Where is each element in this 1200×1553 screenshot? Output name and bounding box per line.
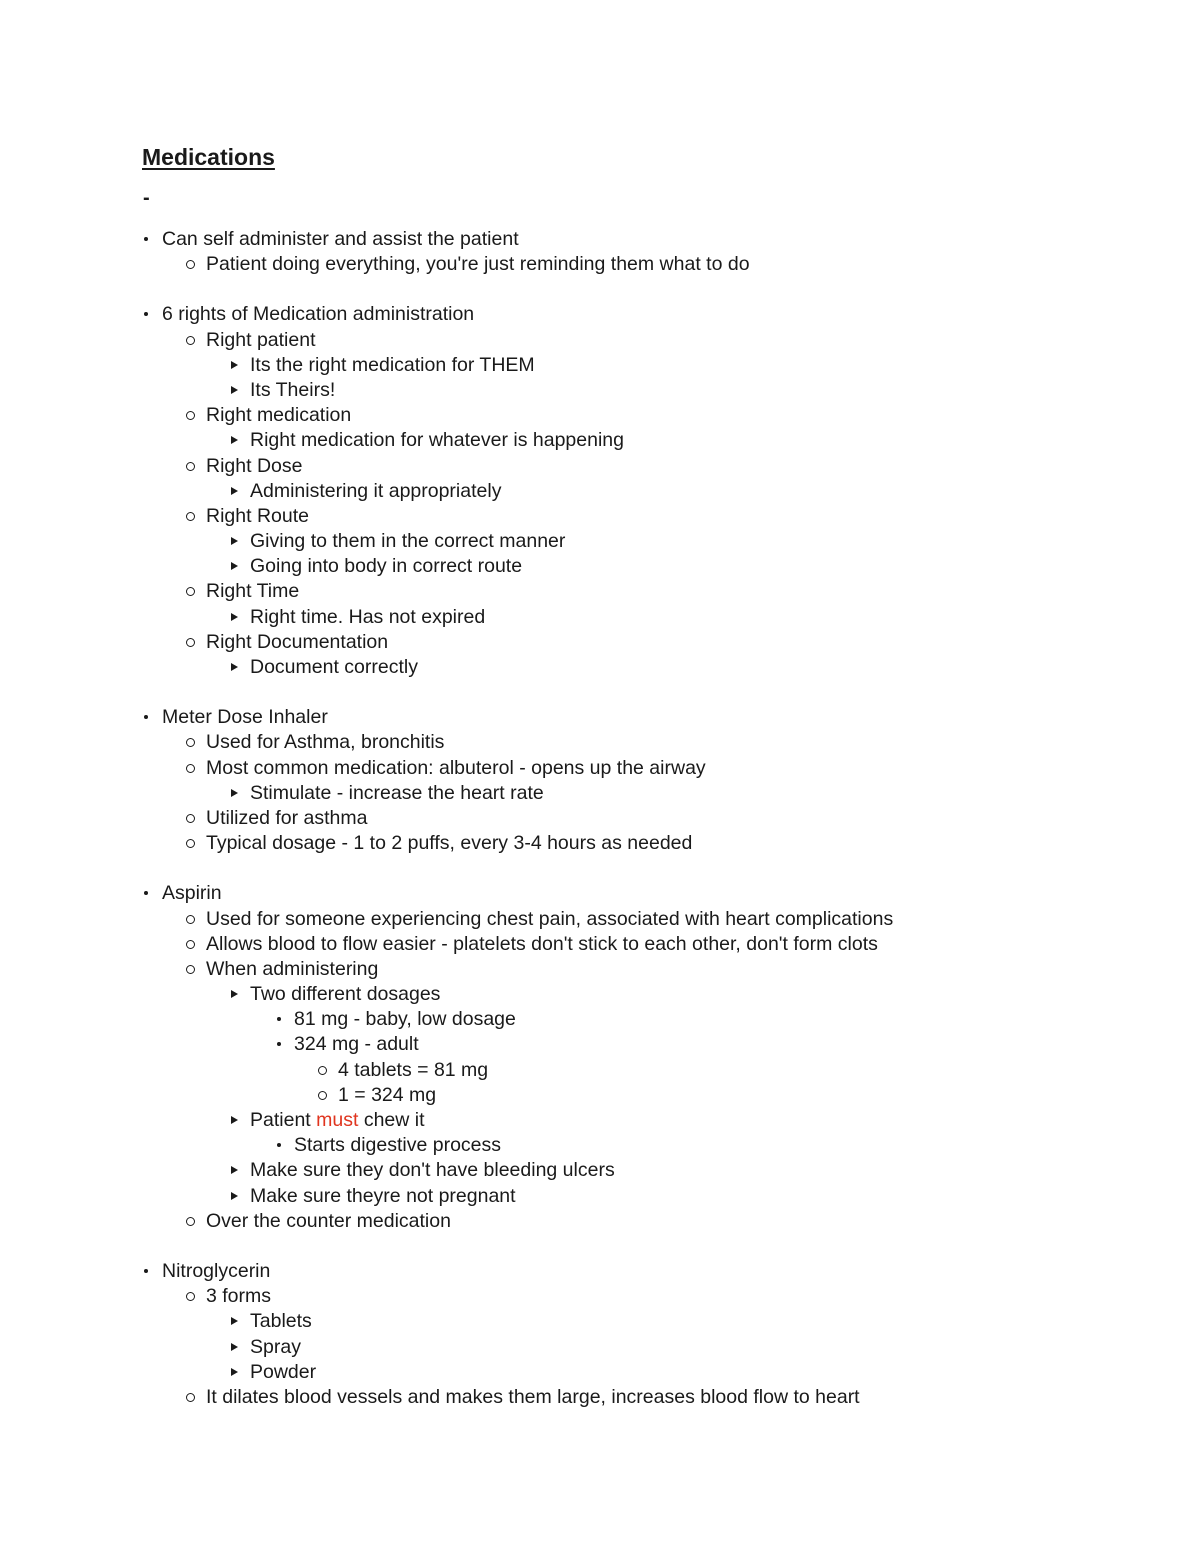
list-item-text: Nitroglycerin xyxy=(162,1259,271,1282)
list-item-text: Make sure theyre not pregnant xyxy=(250,1184,516,1207)
list-item xyxy=(0,881,1200,906)
list-item xyxy=(0,907,1200,932)
list-item xyxy=(0,1385,1200,1410)
list-item-text: Document correctly xyxy=(250,656,418,678)
list-item xyxy=(0,227,1200,252)
list-item xyxy=(0,529,1200,554)
list-item xyxy=(0,781,1200,806)
list-item-text: 3 forms xyxy=(206,1285,272,1308)
list-item-text: 6 rights of Medication administration xyxy=(162,303,475,326)
list-item-text: Its the right medication for THEM xyxy=(250,353,535,376)
blank-line xyxy=(0,680,1200,705)
list-item xyxy=(0,353,1200,378)
list-item-text: 81 mg - baby, low dosage xyxy=(294,1008,516,1031)
list-item-text: Administering it appropriately xyxy=(250,479,502,502)
title-dash: - xyxy=(143,187,150,209)
outline-section xyxy=(0,227,1200,277)
list-item-text: Going into body in correct route xyxy=(250,555,523,578)
list-item-text: Its Theirs! xyxy=(250,378,336,401)
list-item xyxy=(0,982,1200,1007)
list-item-text: Spray xyxy=(250,1335,301,1358)
blank-line xyxy=(0,1234,1200,1259)
list-item-text: Make sure they don't have bleeding ulcers xyxy=(250,1159,615,1182)
list-item xyxy=(0,932,1200,957)
list-item-text: Right time. Has not expired xyxy=(250,605,486,628)
list-item-text: Giving to them in the correct manner xyxy=(250,530,566,553)
list-item xyxy=(0,831,1200,856)
list-item-text xyxy=(250,1108,425,1133)
list-item xyxy=(0,957,1200,982)
list-item-text: When administering xyxy=(206,957,379,980)
list-item-text: Right Dose xyxy=(206,454,303,477)
list-item-text: Right Route xyxy=(206,504,309,527)
outline-section xyxy=(0,302,1200,680)
list-item xyxy=(0,454,1200,479)
list-item-text: Stimulate - increase the heart rate xyxy=(250,781,544,804)
list-item-text-part: chew it xyxy=(358,1109,425,1131)
list-item xyxy=(0,1032,1200,1057)
list-item-text: Right medication xyxy=(206,404,352,427)
list-item xyxy=(0,756,1200,781)
list-item xyxy=(0,378,1200,403)
list-item xyxy=(0,504,1200,529)
list-item xyxy=(0,428,1200,453)
outline-section xyxy=(0,881,1200,1234)
list-item-text: Two different dosages xyxy=(250,983,441,1006)
list-item xyxy=(0,1360,1200,1385)
list-item-text: Typical dosage - 1 to 2 puffs, every 3-4 hours as needed xyxy=(206,832,693,855)
list-item-text: Right Time xyxy=(206,580,300,603)
list-item xyxy=(0,1083,1200,1108)
blank-line xyxy=(0,856,1200,881)
list-item-text: Allows blood to flow easier - platelets don't stick to each other, don't form clots xyxy=(206,932,878,955)
list-item xyxy=(0,579,1200,604)
list-item-text: Right patient xyxy=(206,328,316,351)
list-item xyxy=(0,806,1200,831)
list-item xyxy=(0,705,1200,730)
list-item xyxy=(0,730,1200,755)
list-item-text-part: Patient xyxy=(250,1109,317,1131)
list-item-text: Used for someone experiencing chest pain, associated with heart complications xyxy=(206,907,894,930)
list-item xyxy=(0,1284,1200,1309)
list-item-text: Right medication for whatever is happening xyxy=(250,429,624,452)
list-item xyxy=(0,479,1200,504)
list-item xyxy=(0,1309,1200,1334)
outline-section xyxy=(0,705,1200,856)
list-item-text: Patient doing everything, you're just reminding them what to do xyxy=(206,253,750,276)
list-item-text: Right Documentation xyxy=(206,630,389,653)
list-item xyxy=(0,1158,1200,1183)
list-item-text: 324 mg - adult xyxy=(294,1033,419,1056)
list-item-text: Tablets xyxy=(250,1310,312,1333)
list-item xyxy=(0,302,1200,327)
list-item-text: Aspirin xyxy=(162,882,222,905)
list-item xyxy=(0,655,1200,680)
list-item xyxy=(0,252,1200,277)
list-item-text: Over the counter medication xyxy=(206,1209,451,1232)
list-item xyxy=(0,1259,1200,1284)
list-item-text: Starts digestive process xyxy=(294,1134,502,1157)
list-item-text: Used for Asthma, bronchitis xyxy=(206,731,445,754)
list-item-text: Meter Dose Inhaler xyxy=(162,706,328,729)
list-item xyxy=(0,1058,1200,1083)
list-item xyxy=(0,1209,1200,1234)
page-title: Medications xyxy=(142,144,275,170)
list-item-text: Utilized for asthma xyxy=(206,806,368,829)
blank-line xyxy=(0,277,1200,302)
list-item xyxy=(0,1184,1200,1209)
emphasis-text: must xyxy=(316,1109,359,1131)
list-item xyxy=(0,1133,1200,1158)
list-item-text: 1 = 324 mg xyxy=(338,1083,437,1106)
list-item-text: Most common medication: albuterol - opens up the airway xyxy=(206,756,706,779)
list-item xyxy=(0,630,1200,655)
list-item-text: Powder xyxy=(250,1360,317,1383)
list-item xyxy=(0,605,1200,630)
outline-section xyxy=(0,1259,1200,1410)
list-item xyxy=(0,1335,1200,1360)
list-item xyxy=(0,403,1200,428)
list-item xyxy=(0,1007,1200,1032)
list-item xyxy=(0,328,1200,353)
list-item-text: Can self administer and assist the patient xyxy=(162,228,519,250)
list-item-text: 4 tablets = 81 mg xyxy=(338,1058,489,1081)
list-item xyxy=(0,1108,1200,1133)
notes-outline xyxy=(0,227,1200,1410)
list-item-text: It dilates blood vessels and makes them large, increases blood flow to heart xyxy=(206,1385,860,1408)
list-item xyxy=(0,554,1200,579)
